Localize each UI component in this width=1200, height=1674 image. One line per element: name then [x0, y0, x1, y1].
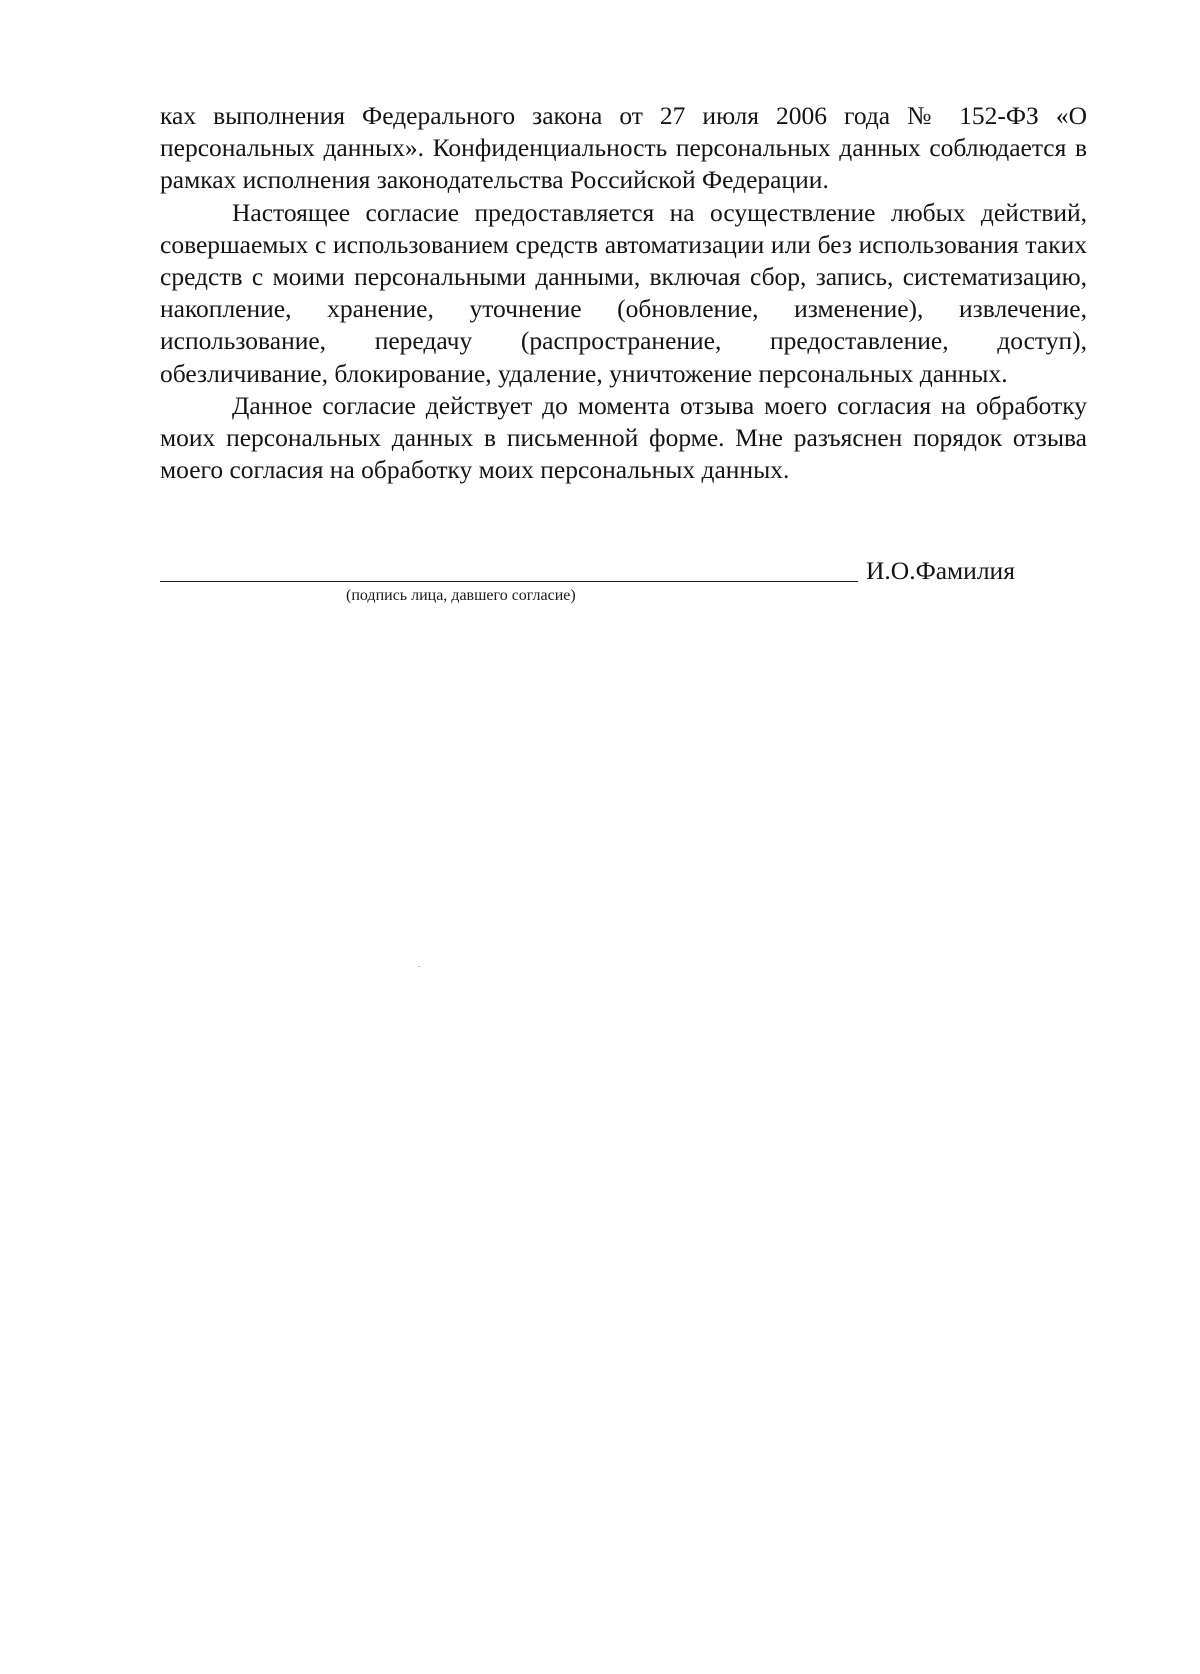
signatory-name: И.О.Фамилия [866, 556, 1015, 585]
paragraph-consent-validity: Данное согласие действует до момента отзыва моего согласия на обработку моих персональных данных в письменной форме. Мне разъяснен порядок отзыва моего согласия на обработку моих персональных данных. [160, 390, 1087, 485]
document-body [160, 100, 1087, 486]
signature-line [160, 581, 858, 582]
signature-caption: (подпись лица, давшего согласие) [346, 587, 576, 604]
paragraph-continuation: ках выполнения Федерального закона от 27 июля 2006 года № 152-ФЗ «О персональных данных». Конфиденциальность персональных данных соблюдается в рамках исполнения законодательства Российской Федерации. [160, 101, 1087, 195]
signature-block [160, 556, 1040, 616]
scan-speck [418, 966, 420, 967]
paragraph-consent-scope: Настоящее согласие предоставляется на осуществление любых действий, совершаемых с использованием средств автоматизации или без использования таких средств с моими персональными данными, включая сбор, запись, систематизацию, накопление, хранение, уточнение (обновление, изменение), извлечение, использование, передачу (распространение, предоставление, доступ), обезличивание, блокирование, удаление, уничтожение персональных данных. [160, 197, 1087, 388]
